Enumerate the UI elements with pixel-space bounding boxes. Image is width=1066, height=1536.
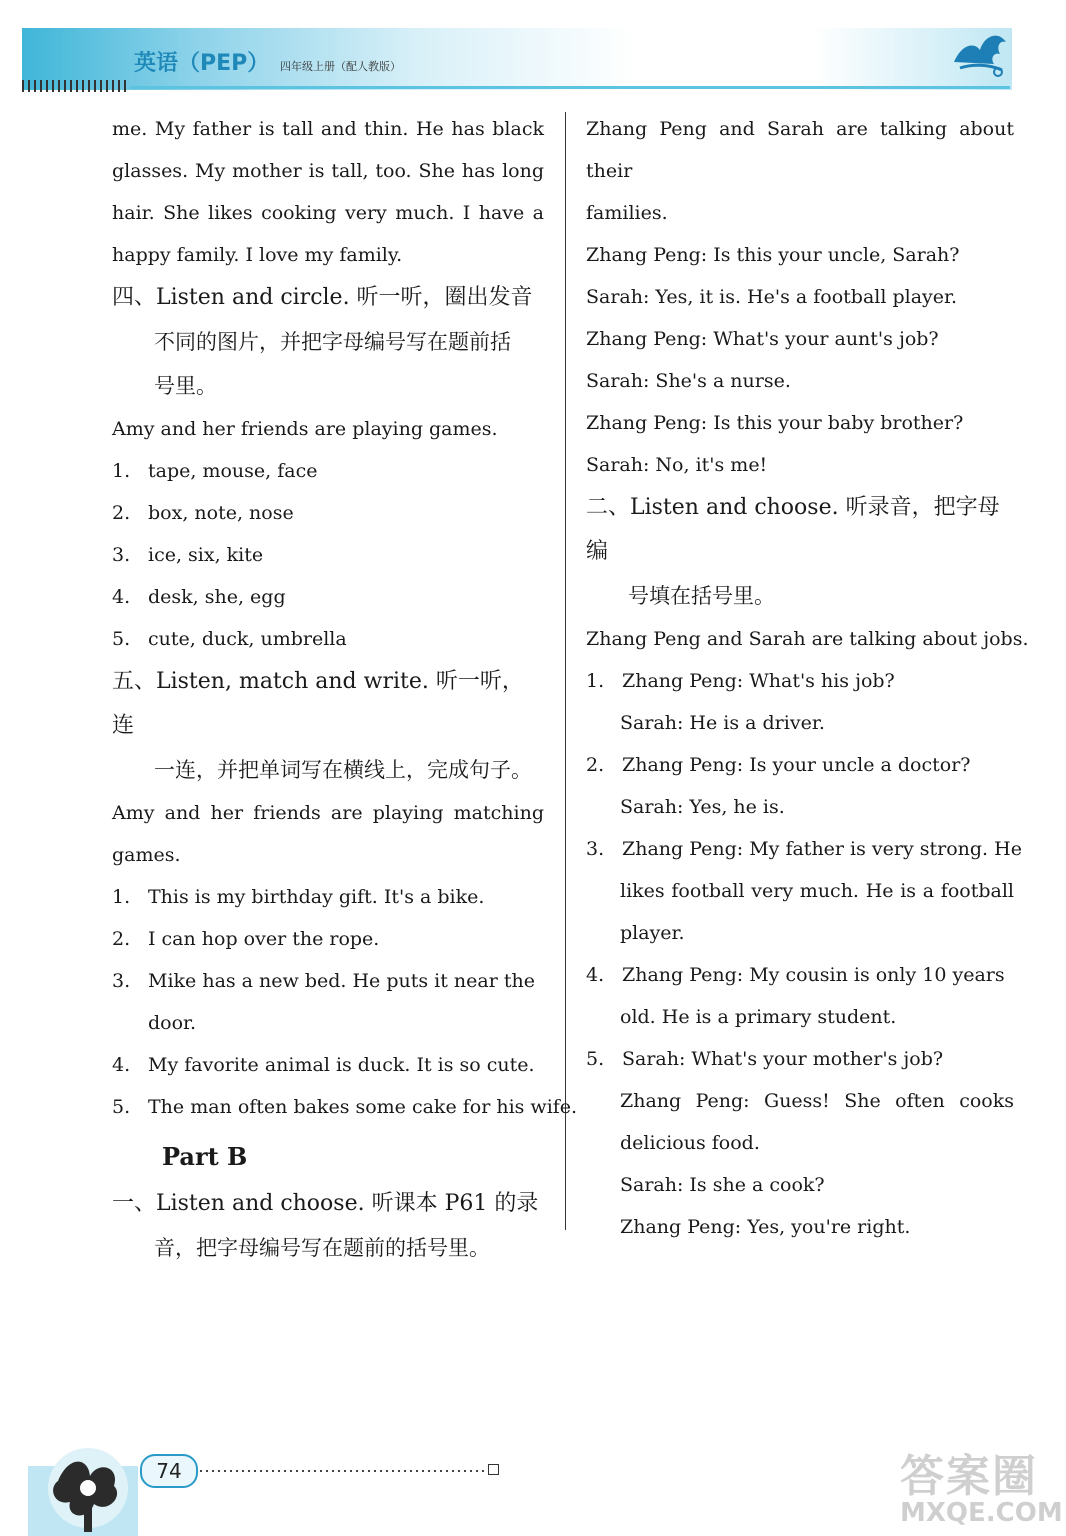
answer-line: player. [620, 922, 685, 944]
page-number: 74 [140, 1454, 198, 1488]
answer-line: Sarah: Is she a cook? [620, 1174, 825, 1196]
item-text: I can hop over the rope. [148, 928, 380, 950]
item-number: 1. [112, 460, 131, 482]
item-number: 1. [112, 886, 131, 908]
item-number: 5. [112, 1096, 131, 1118]
item-number: 2. [112, 502, 131, 524]
right-column [586, 108, 1029, 1248]
footer-square-icon [488, 1464, 499, 1475]
section-five-intro: Amy and her friends are playing matching [112, 802, 544, 824]
answer-line: old. He is a primary student. [620, 1006, 897, 1028]
item-text: Zhang Peng: My cousin is only 10 years [622, 964, 1005, 986]
item-text: My favorite animal is duck. It is so cute. [148, 1054, 535, 1076]
list-item [112, 960, 544, 1002]
answer-line: delicious food. [620, 1132, 760, 1154]
wave-logo-icon [950, 24, 1010, 80]
section-four-instruction: 不同的图片，并把字母编号写在题前括 [154, 330, 511, 354]
list-item [112, 450, 544, 492]
section-four-instruction: 号里。 [154, 374, 217, 398]
section-four-heading: 四、Listen and circle. 听一听，圈出发音 [112, 285, 533, 310]
list-item [112, 576, 544, 618]
item-text: The man often bakes some cake for his wife. [148, 1096, 578, 1118]
question-line [586, 954, 1014, 996]
header-rule [130, 86, 1010, 89]
footer-dotted-line [200, 1470, 484, 1472]
dialogue-line: Zhang Peng: What's your aunt's job? [586, 328, 939, 350]
item-text: tape, mouse, face [148, 460, 318, 482]
text-line: glasses. My mother is tall, too. She has long [112, 160, 544, 182]
item-number: 3. [586, 838, 605, 860]
question-line [586, 1038, 1014, 1080]
dialogue-intro: Zhang Peng and Sarah are talking about their [586, 118, 1014, 182]
left-column [112, 108, 578, 1270]
page-header [0, 0, 1066, 100]
item-text: box, note, nose [148, 502, 294, 524]
list-item [112, 1044, 544, 1086]
column-divider [565, 112, 566, 1230]
dialogue-line: Sarah: No, it's me! [586, 454, 768, 476]
list-item [112, 534, 544, 576]
item-text: Zhang Peng: What's his job? [622, 670, 895, 692]
item-number: 2. [586, 754, 605, 776]
item-number: 4. [112, 586, 131, 608]
list-item-continuation [112, 1002, 544, 1044]
part-b-title: Part B [162, 1142, 248, 1171]
watermark-cn: 答案圈 [900, 1451, 1038, 1502]
dialogue-intro: families. [586, 202, 668, 224]
answer-line: Zhang Peng: Yes, you're right. [620, 1216, 911, 1238]
text-line: me. My father is tall and thin. He has black [112, 118, 544, 140]
dialogue-line: Zhang Peng: Is this your uncle, Sarah? [586, 244, 960, 266]
list-item [112, 876, 544, 918]
dialogue-line: Sarah: Yes, it is. He's a football player. [586, 286, 958, 308]
list-item [112, 918, 544, 960]
text-line: happy family. I love my family. [112, 244, 403, 266]
item-number: 1. [586, 670, 605, 692]
answer-line: Zhang Peng: Guess! She often cooks [620, 1090, 1014, 1112]
flower-decoration-icon [28, 1426, 138, 1536]
section-two-instruction: 号填在括号里。 [628, 584, 775, 608]
item-number: 5. [586, 1048, 605, 1070]
question-line [586, 744, 1014, 786]
section-four-intro: Amy and her friends are playing games. [112, 418, 498, 440]
text-line: hair. She likes cooking very much. I have a [112, 202, 544, 224]
book-subtitle: 四年级上册（配人教版） [280, 60, 401, 73]
item-number: 3. [112, 970, 131, 992]
book-title: 英语（PEP） [134, 51, 270, 76]
item-number: 4. [112, 1054, 131, 1076]
watermark-en: MXQE.COM [900, 1498, 1063, 1528]
section-five-heading: 五、Listen, match and write. 听一听，连 [112, 669, 524, 738]
header-ticks [22, 80, 127, 92]
item-number: 2. [112, 928, 131, 950]
list-item [112, 492, 544, 534]
item-text: cute, duck, umbrella [148, 628, 347, 650]
section-five-intro: games. [112, 844, 181, 866]
item-text: door. [148, 1012, 197, 1034]
dialogue-line: Zhang Peng: Is this your baby brother? [586, 412, 964, 434]
item-text: Zhang Peng: Is your uncle a doctor? [622, 754, 971, 776]
item-text: Sarah: What's your mother's job? [622, 1048, 944, 1070]
section-two-intro: Zhang Peng and Sarah are talking about jobs. [586, 628, 1029, 650]
answer-line: Sarah: Yes, he is. [620, 796, 785, 818]
item-number: 3. [112, 544, 131, 566]
item-text: Zhang Peng: My father is very strong. He [622, 838, 1022, 860]
question-line [586, 660, 1014, 702]
list-item [112, 1086, 578, 1128]
answer-line: Sarah: He is a driver. [620, 712, 825, 734]
watermark [900, 1440, 1063, 1532]
item-text: Mike has a new bed. He puts it near the [148, 970, 535, 992]
list-item [112, 618, 544, 660]
answer-line: likes football very much. He is a football [620, 880, 1014, 902]
item-number: 5. [112, 628, 131, 650]
section-two-heading: 二、Listen and choose. 听录音，把字母编 [586, 495, 1000, 564]
part-b-section-one-instruction: 音，把字母编号写在题前的括号里。 [154, 1236, 490, 1260]
item-text: This is my birthday gift. It's a bike. [148, 886, 485, 908]
dialogue-line: Sarah: She's a nurse. [586, 370, 791, 392]
question-line [586, 828, 1022, 870]
item-text: desk, she, egg [148, 586, 286, 608]
item-text: ice, six, kite [148, 544, 264, 566]
item-number: 4. [586, 964, 605, 986]
part-b-section-one-heading: 一、Listen and choose. 听课本 P61 的录 [112, 1191, 539, 1216]
section-five-instruction: 一连，并把单词写在横线上，完成句子。 [154, 758, 532, 782]
